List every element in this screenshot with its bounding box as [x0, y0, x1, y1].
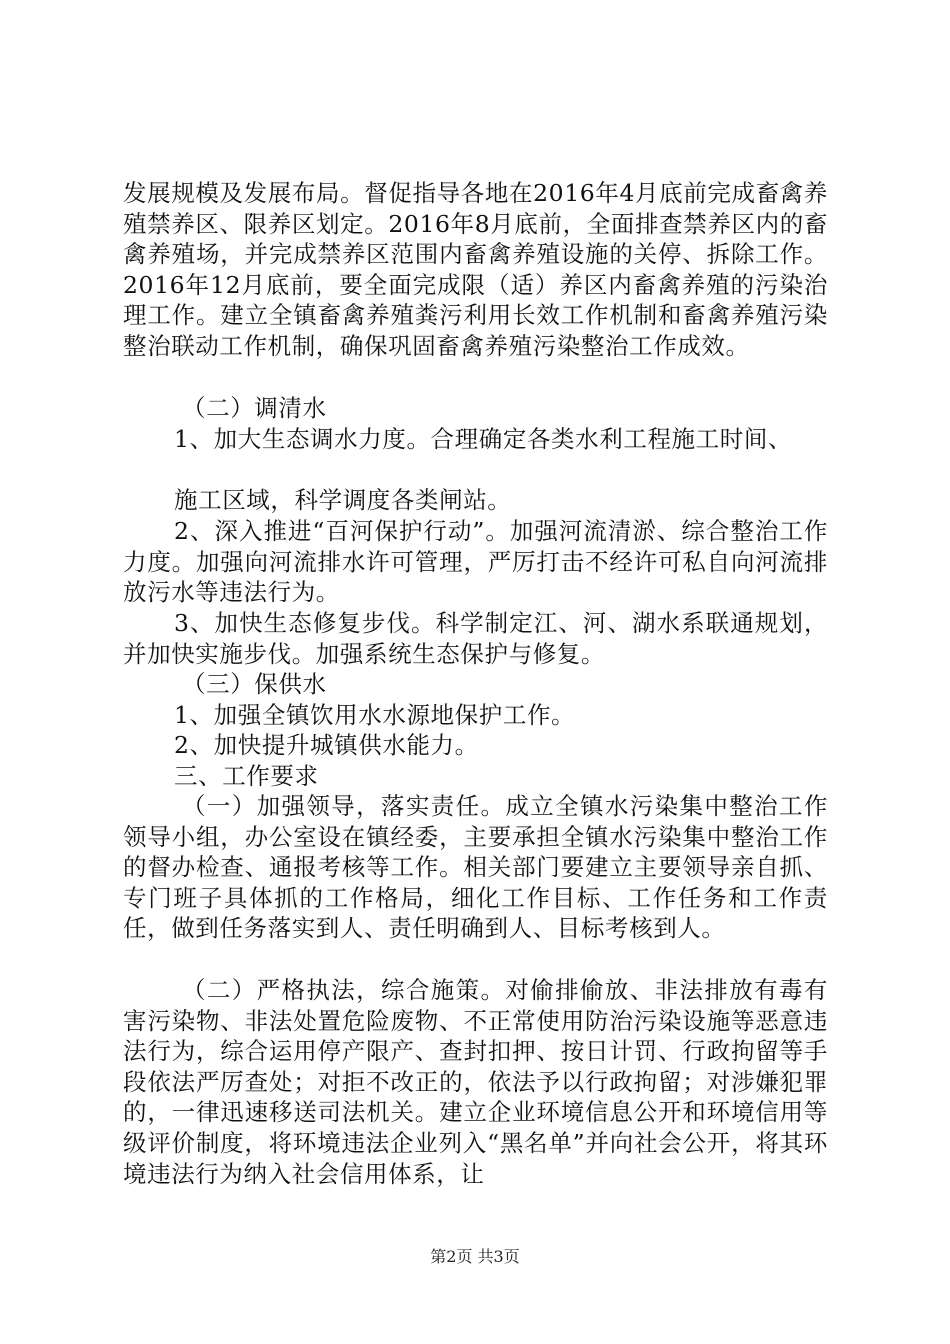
heading-work-requirements: 三、工作要求: [174, 762, 319, 790]
heading-regulate-clean-water: （二）调清水: [182, 394, 327, 422]
paragraph-ecological-water-part1: 1、加大生态调水力度。合理确定各类水利工程施工时间、: [174, 425, 793, 453]
heading-ensure-water-supply: （三）保供水: [182, 670, 327, 698]
paragraph-urban-water-supply: 2、加快提升城镇供水能力。: [174, 731, 479, 759]
page-footer: 第2页 共3页: [430, 1247, 520, 1266]
paragraph-livestock-layout: 发展规模及发展布局。督促指导各地在2016年4月底前完成畜禽养殖禁养区、限养区划定。2016年8月底前，全面排查禁养区内的畜禽养殖场，并完成禁养区范围内畜禽养殖设施的关停、拆除工作。2016年12月底前，要全面完成限（适）养区内畜禽养殖的污染治理工作。建立全镇畜禽养殖粪污利用长效工作机制和畜禽养殖污染整治联动工作机制，确保巩固畜禽养殖污染整治工作成效。: [123, 179, 828, 360]
paragraph-leadership-responsibility: （一）加强领导，落实责任。成立全镇水污染集中整治工作领导小组，办公室设在镇经委，主要承担全镇水污染集中整治工作的督办检查、通报考核等工作。相关部门要建立主要领导亲自抓、专门班子具体抓的工作格局，细化工作目标、工作任务和工作责任，做到任务落实到人、责任明确到人、目标考核到人。: [123, 792, 828, 943]
paragraph-ecological-restoration: 3、加快生态修复步伐。科学制定江、河、湖水系联通规划，并加快实施步伐。加强系统生态保护与修复。: [123, 609, 828, 668]
paragraph-strict-enforcement: （二）严格执法，综合施策。对偷排偷放、非法排放有毒有害污染物、非法处置危险废物、不正常使用防治污染设施等恶意违法行为，综合运用停产限产、查封扣押、按日计罚、行政拘留等手段依法严厉查处；对拒不改正的，依法予以行政拘留；对涉嫌犯罪的，一律迅速移送司法机关。建立企业环境信息公开和环境信用等级评价制度，将环境违法企业列入“黑名单”并向社会公开，将其环境违法行为纳入社会信用体系，让: [123, 976, 828, 1188]
paragraph-ecological-water-part2: 施工区域，科学调度各类闸站。: [174, 486, 512, 514]
paragraph-hundred-rivers: 2、深入推进“百河保护行动”。加强河流清淤、综合整治工作力度。加强向河流排水许可管理，严厉打击不经许可私自向河流排放污水等违法行为。: [123, 517, 828, 607]
paragraph-drinking-water-protection: 1、加强全镇饮用水水源地保护工作。: [174, 701, 576, 729]
